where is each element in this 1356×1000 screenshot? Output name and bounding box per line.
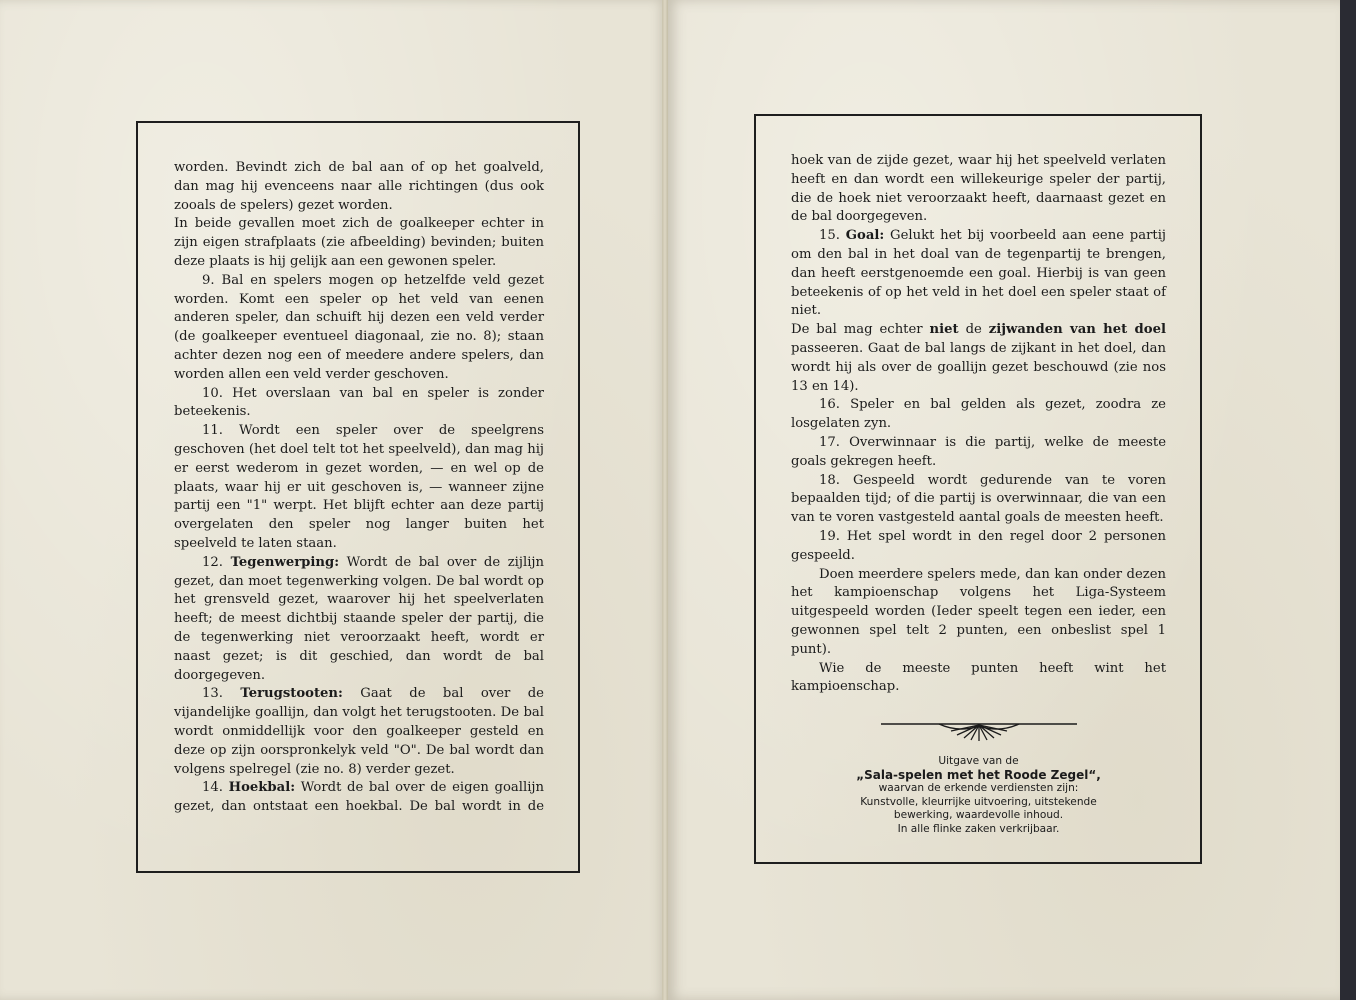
- rule-15-note: [791, 321, 1166, 396]
- rule-9: 9. Bal en spelers mogen op hetzelfde veld gezet worden. Komt een speler op het veld van eenen anderen speler, dan schuift hij dezen een veld verder (de goalkeeper eventueel diagonaal, zie no. 8); staan achter dezen nog een of meedere andere spelers, dan worden allen een veld verder geschoven.: [174, 272, 544, 382]
- colophon-line-4: Kunstvolle, kleurrijke uitvoering, uitstekende: [860, 795, 1097, 808]
- rule-10: 10. Het overslaan van bal en speler is zonder beteekenis.: [174, 385, 544, 420]
- colophon: [791, 755, 1166, 837]
- rule-14-number: 14.: [202, 780, 223, 796]
- rule-13: [174, 685, 544, 779]
- rule-16: 16. Speler en bal gelden als gezet, zoodra ze losgelaten zyn.: [791, 397, 1166, 432]
- rule-14: [174, 779, 544, 817]
- colophon-line-3: waarvan de erkende verdiensten zijn:: [878, 782, 1079, 795]
- rule-11: 11. Wordt een speler over de speelgrens geschoven (het doel telt tot het speelveld), dan mag hij er eerst wederom in gezet worden, — en wel op de plaats, waar hij er uit geschoven is, — wanneer zijne partij een "1" werpt. Het blijft echter aan deze partij overgelaten den speler nog langer buiten het speelveld te laten staan.: [174, 423, 544, 551]
- rule-15-note-pre: De bal mag echter: [791, 322, 923, 338]
- rule-15-title: Goal:: [845, 228, 885, 244]
- colophon-line-5: bewerking, waardevolle inhoud.: [893, 809, 1064, 822]
- rule-12: [174, 554, 544, 686]
- rule-15-note-bold-2: zijwanden van het doel: [988, 322, 1166, 338]
- rule-17: 17. Overwinnaar is die partij, welke de meeste goals gekregen heeft.: [791, 434, 1166, 469]
- rule-19-final: Wie de meeste punten heeft wint het kampioenschap.: [791, 660, 1166, 695]
- ornament-icon: [879, 715, 1079, 745]
- colophon-line-1: Uitgave van de: [938, 755, 1019, 768]
- rule-18: 18. Gespeeld wordt gedurende van te voren bepaalden tijd; of die partij is overwinnaar, die van een van te voren vastgesteld aantal goals de meesten heeft.: [791, 472, 1166, 526]
- rule-15-note-mid: de: [965, 322, 982, 338]
- rule-15-text: Gelukt het bij voorbeeld aan eene partij om den bal in het doal van de tegenpartij te brengen, dan heeft eerstgenoemde een goal. Hierbij is van geen beteekenis of op het veld in het doel een speler staat of niet.: [791, 228, 1166, 319]
- left-text-frame: [136, 121, 580, 873]
- page-fold: [662, 0, 668, 1000]
- rule-13-title: Terugstooten:: [240, 686, 343, 702]
- rule-19: 19. Het spel wordt in den regel door 2 personen gespeeld.: [791, 528, 1166, 563]
- rule-13-text: Gaat de bal over de vijandelijke goallijn, dan volgt het terugstooten. De bal wordt onmiddellijk voor den goalkeeper gesteld en deze op zijn oorspronkelyk veld "O". De bal wordt dan volgens spelregel (zie no. 8) verder gezet.: [174, 686, 544, 777]
- rule-15-note-post: passeeren. Gaat de bal langs de zijkant in het doel, dan wordt hij als over de goallijn gezet beschouwd (zie nos 13 en 14).: [791, 340, 1166, 394]
- rule-15-note-bold-1: niet: [929, 322, 959, 338]
- rule-12-number: 12.: [202, 554, 223, 570]
- rule-12-text: Wordt de bal over de zijlijn gezet, dan moet tegenwerking volgen. De bal wordt op het grensveld gezet, waarover hij het speelverlaten heeft; de meest dichtbij staande speler der partij, die de tegenwerking niet veroorzaakt heeft, wordt er naast gezet; is dit geschied, dan wordt de bal doorgegeven.: [174, 554, 545, 683]
- rule-13-number: 13.: [202, 686, 223, 702]
- colophon-title: „Sala-spelen met het Roode Zegel“,: [856, 767, 1101, 782]
- colophon-line-6: In alle flinke zaken verkrijbaar.: [897, 823, 1060, 836]
- rule-15: [791, 227, 1166, 321]
- rule-14-title: Hoekbal:: [228, 780, 296, 796]
- rule-14-text: Wordt de bal over de eigen goallijn gezet, dan ontstaat een hoekbal. De bal wordt in de: [174, 780, 544, 815]
- rule-19-extra: Doen meerdere spelers mede, dan kan onder dezen het kampioenschap volgens het Liga-Systeem uitgespeeld worden (Ieder speelt tegen een ieder, een gewonnen spel telt 2 punten, een onbeslist spel 1 punt).: [791, 566, 1166, 657]
- right-text-frame: [754, 114, 1202, 864]
- rule-14-continuation: hoek van de zijde gezet, waar hij het speelveld verlaten heeft en dan wordt een willekeurige speler der partij, die de hoek niet veroorzaakt heeft, daarnaast gezet en de bal doorgegeven.: [791, 153, 1166, 225]
- rule-12-title: Tegenwerping:: [230, 554, 340, 570]
- intro-paragraph-2: In beide gevallen moet zich de goalkeeper echter in zijn eigen strafplaats (zie afbeelding) bevinden; buiten deze plaats is hij gelijk aan een gewonen speler.: [174, 216, 544, 269]
- intro-paragraph: worden. Bevindt zich de bal aan of op het goalveld, dan mag hij evenceens naar alle richtingen (dus ook zooals de spelers) gezet worden.: [174, 160, 544, 213]
- rule-15-number: 15.: [819, 228, 840, 244]
